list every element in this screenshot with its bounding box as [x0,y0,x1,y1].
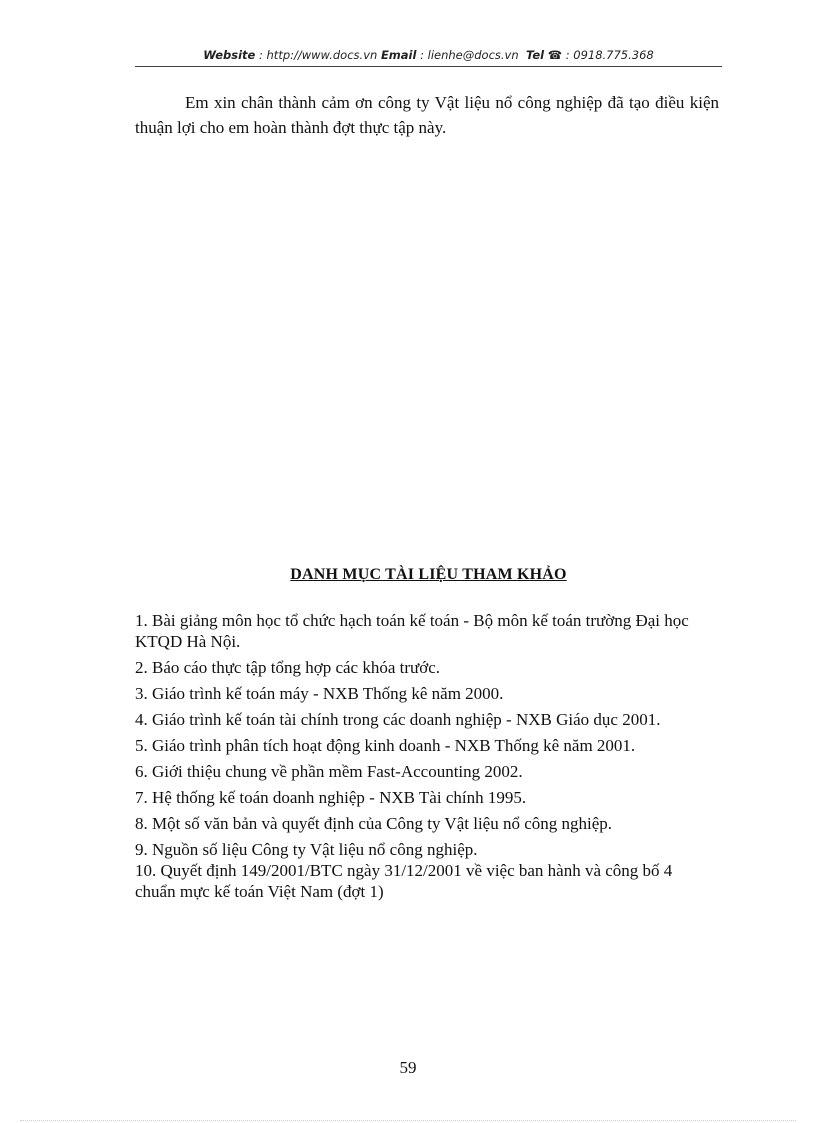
reference-item: 6. Giới thiệu chung về phần mềm Fast-Accounting 2002. [135,762,523,781]
reference-item: 1. Bài giảng môn học tổ chức hạch toán kế toán - Bộ môn kế toán trường Đại học KTQD Hà Nội. [135,611,689,651]
email-address[interactable]: lienhe@docs.vn [427,48,519,62]
phone-icon: ☎ [547,48,563,62]
reference-item: 10. Quyết định 149/2001/BTC ngày 31/12/2001 về việc ban hành và công bố 4 chuẩn mực kế toán Việt Nam (đợt 1) [135,861,673,901]
header-divider [135,66,722,67]
thanks-paragraph: Em xin chân thành cảm ơn công ty Vật liệu nổ công nghiệp đã tạo điều kiện thuận lợi cho em hoàn thành đợt thực tập này. [135,93,719,137]
reference-item: 9. Nguồn số liệu Công ty Vật liệu nổ công nghiệp. [135,840,478,859]
website-label: Website [203,48,256,62]
reference-item: 3. Giáo trình kế toán máy - NXB Thống kê năm 2000. [135,684,504,703]
reference-item: 8. Một số văn bản và quyết định của Công ty Vật liệu nổ công nghiệp. [135,814,613,833]
email-label: Email [380,48,417,62]
reference-item: 5. Giáo trình phân tích hoạt động kinh doanh - NXB Thống kê năm 2001. [135,736,636,755]
tel-number: 0918.775.368 [573,48,654,62]
reference-item: 7. Hệ thống kế toán doanh nghiệp - NXB Tài chính 1995. [135,788,527,807]
page-number: 59 [399,1058,417,1077]
website-separator: : [255,48,267,62]
tel-label: Tel [525,48,545,62]
page-bottom-divider [20,1120,796,1121]
tel-separator: : [562,48,574,62]
references-list [135,610,710,907]
page-header [135,48,722,62]
reference-item: 2. Báo cáo thực tập tổng hợp các khóa trước. [135,658,441,677]
references-title: DANH MỤC TÀI LIỆU THAM KHẢO [290,566,567,583]
reference-item: 4. Giáo trình kế toán tài chính trong các doanh nghiệp - NXB Giáo dục 2001. [135,710,661,729]
website-url[interactable]: http://www.docs.vn [266,48,378,62]
email-separator: : [416,48,428,62]
